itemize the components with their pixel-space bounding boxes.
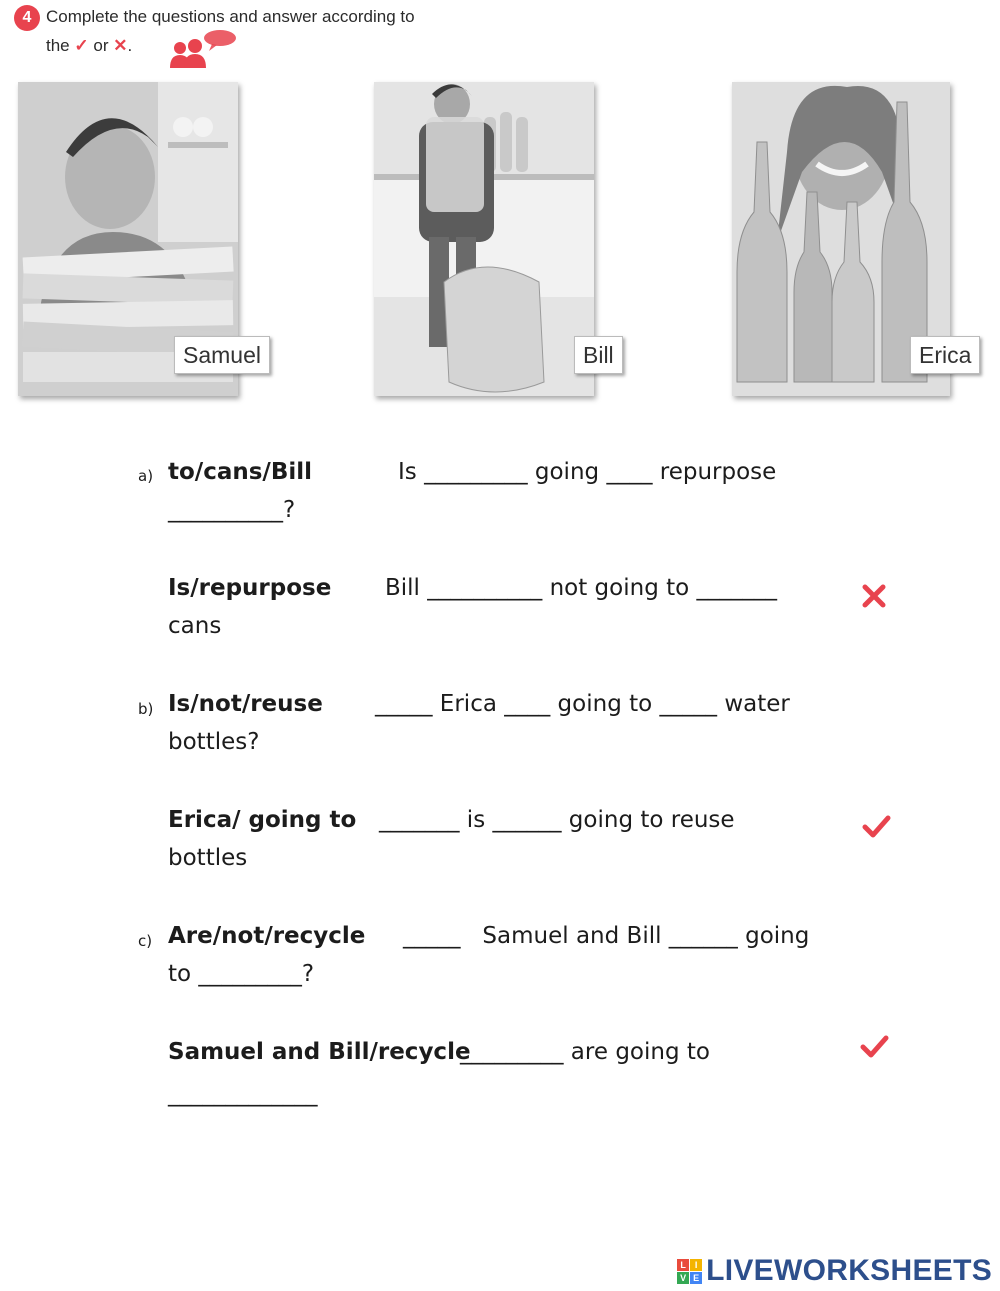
cross-icon: [860, 582, 888, 610]
item-label-c: c): [138, 932, 153, 950]
liveworksheets-logo: [677, 1254, 992, 1288]
answer-line2-c: _____________: [168, 1081, 318, 1107]
name-tag-samuel: Samuel: [174, 336, 270, 374]
tick-icon: [862, 812, 890, 840]
question-line1-b: _____ Erica ____ going to _____ water: [375, 691, 790, 717]
question-line2-a: __________?: [168, 497, 296, 523]
item-label-a: a): [138, 467, 154, 485]
question-cue-a: to/cans/Bill: [168, 459, 312, 485]
question-cue-c: Are/not/recycle: [168, 923, 366, 949]
logo-brand-text: LIVEWORKSHEETS: [706, 1254, 992, 1287]
plastic-bottles-photo-icon: [374, 82, 594, 396]
name-tag-erica: Erica: [910, 336, 980, 374]
logo-block-l: L: [677, 1259, 689, 1271]
pair-work-icon: [168, 28, 238, 70]
logo-block-e: E: [690, 1272, 702, 1284]
instruction-period: .: [127, 36, 133, 55]
question-line2-c: to _________?: [168, 961, 315, 987]
question-cue-b: Is/not/reuse: [168, 691, 323, 717]
instruction-line-1: Complete the questions and answer according to: [46, 7, 415, 26]
logo-block-v: V: [677, 1272, 689, 1284]
answer-line2-b: bottles: [168, 845, 248, 871]
answer-line1-b: _______ is ______ going to reuse: [379, 807, 735, 833]
photo-erica: [732, 82, 972, 396]
tick-icon: [860, 1032, 888, 1060]
instruction-the: the: [46, 36, 70, 55]
tick-icon: ✓: [74, 36, 89, 55]
answer-cue-a: Is/repurpose: [168, 575, 332, 601]
item-label-b: b): [138, 700, 154, 718]
instruction-or: or: [93, 36, 109, 55]
question-line2-b: bottles?: [168, 729, 260, 755]
photo-bill: [374, 82, 614, 396]
logo-block-i: I: [690, 1259, 702, 1271]
logo-blocks-icon: [677, 1259, 702, 1284]
answer-cue-c: Samuel and Bill/recycle: [168, 1039, 471, 1065]
instruction-line-2: [46, 36, 132, 56]
answer-line1-c: _________ are going to: [460, 1039, 710, 1065]
photo-samuel: [18, 82, 261, 396]
name-tag-bill: Bill: [574, 336, 623, 374]
question-line1-a: Is _________ going ____ repurpose: [398, 459, 777, 485]
answer-cue-b: Erica/ going to: [168, 807, 357, 833]
exercise-number-badge: 4: [14, 5, 40, 31]
answer-line2-a: cans: [168, 613, 222, 639]
answer-line1-a: Bill __________ not going to _______: [385, 575, 777, 601]
question-line1-c: _____ Samuel and Bill ______ going: [403, 923, 810, 949]
cross-icon: ✕: [113, 36, 128, 55]
